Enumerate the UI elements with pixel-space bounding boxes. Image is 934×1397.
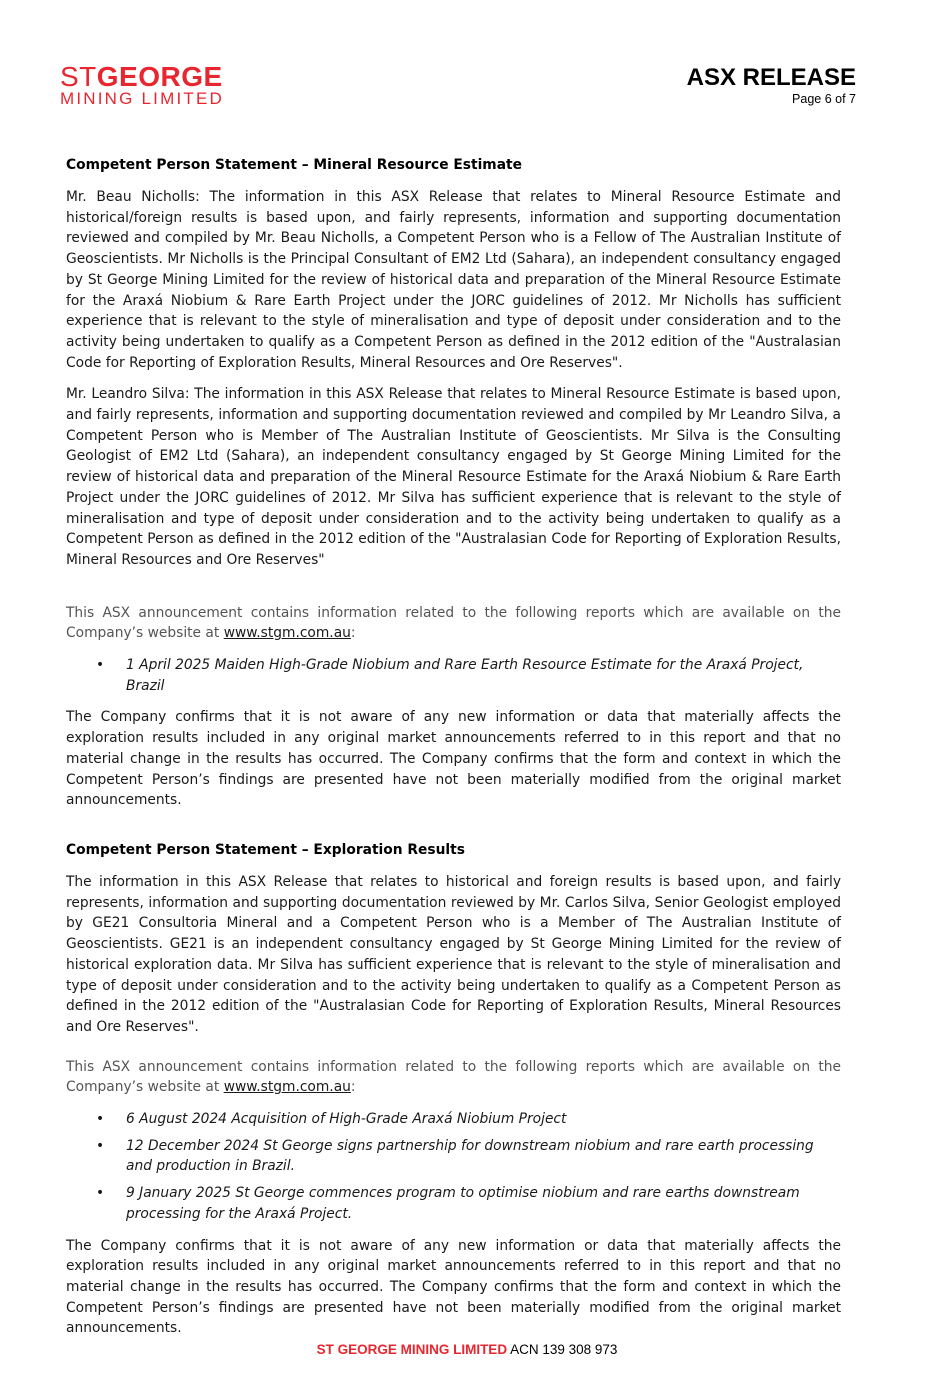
page-footer bbox=[0, 1342, 934, 1357]
report-list bbox=[66, 1109, 841, 1225]
logo-subtitle: MINING LIMITED bbox=[60, 89, 224, 108]
document-body bbox=[66, 155, 841, 1350]
footer-company: ST GEORGE MINING LIMITED bbox=[316, 1342, 508, 1357]
website-link[interactable]: www.stgm.com.au bbox=[223, 625, 351, 642]
list-item: • 1 April 2025 Maiden High-Grade Niobium and Rare Earth Resource Estimate for the Araxá Project, Brazil bbox=[66, 655, 841, 696]
list-item: • 12 December 2024 St George signs partnership for downstream niobium and rare earth processing and production in Brazil. bbox=[66, 1136, 841, 1177]
reports-intro-text: This ASX announcement contains information related to the following reports which are available on the Company’s website at bbox=[66, 604, 841, 642]
reports-intro-text: This ASX announcement contains information related to the following reports which are available on the Company’s website at bbox=[66, 1058, 841, 1096]
release-header bbox=[687, 64, 856, 106]
logo-george: GEORGE bbox=[96, 61, 223, 92]
section-heading-resource: Competent Person Statement – Mineral Resource Estimate bbox=[66, 157, 522, 173]
reports-intro bbox=[66, 1057, 841, 1098]
list-item: • 9 January 2025 St George commences program to optimise niobium and rare earths downstream processing for the Araxá Project. bbox=[66, 1183, 841, 1224]
paragraph-carlos-silva: The information in this ASX Release that relates to historical and foreign results is based upon, and fairly represents, information and supporting documentation reviewed by Mr. Carlos Silva, Senior Geologist employed by GE21 Consultoria Mineral and a Competent Person who is a Member of The Australian Institute of Geoscientists. GE21 is an independent consultancy engaged by St George Mining Limited for the review of historical exploration data. Mr Silva has sufficient experience that is relevant to the style of mineralisation and type of deposit under consideration and to the activity being undertaken to qualify as a Competent Person as defined in the 2012 edition of the "Australasian Code for Reporting of Exploration Results, Mineral Resources and Ore Reserves". bbox=[66, 873, 841, 1035]
reports-intro-colon: : bbox=[350, 625, 356, 642]
report-list bbox=[66, 655, 841, 696]
section-heading-exploration: Competent Person Statement – Exploration Results bbox=[66, 841, 465, 858]
paragraph-leandro-silva: Mr. Leandro Silva: The information in this ASX Release that relates to Mineral Resource Estimate is based upon, and fairly represents, information and supporting documentation reviewed and compiled by Mr Leandro Silva, a Competent Person who is Member of The Australian Institute of Geoscientists. Mr Silva is the Consulting Geologist of EM2 Ltd (Sahara), an independent consultancy engaged by St George Mining Limited for the review of historical data and preparation of the Mineral Resource Estimate for the Araxá Niobium & Rare Earth Project under the JORC guidelines of 2012. Mr Silva has sufficient experience that is relevant to the style of mineralisation and type of deposit under consideration and to the activity being undertaken to qualify as a Competent Person as defined in the 2012 edition of the "Australasian Code for Reporting of Exploration Results, Mineral Resources and Ore Reserves" bbox=[66, 386, 841, 568]
list-item: • 6 August 2024 Acquisition of High-Grade Araxá Niobium Project bbox=[66, 1109, 841, 1130]
website-link[interactable]: www.stgm.com.au bbox=[223, 1079, 351, 1096]
company-logo bbox=[60, 61, 224, 108]
logo-st: ST bbox=[60, 61, 97, 92]
release-title: ASX RELEASE bbox=[686, 64, 856, 91]
confirmation-paragraph: The Company confirms that it is not aware of any new information or data that materially affects the exploration results included in any original market announcements referred to in this report and that no material change in the results has occurred. The Company confirms that the form and context in which the Competent Person’s findings are presented have not been materially modified from the original market announcements. bbox=[66, 709, 841, 809]
reports-intro-colon: : bbox=[350, 1079, 356, 1096]
page-number: Page 6 of 7 bbox=[792, 92, 856, 106]
reports-intro bbox=[66, 603, 841, 644]
confirmation-paragraph: The Company confirms that it is not aware of any new information or data that materially affects the exploration results included in any original market announcements referred to in this report and that no material change in the results has occurred. The Company confirms that the form and context in which the Competent Person’s findings are presented have not been materially modified from the original market announcements. bbox=[66, 1237, 841, 1337]
footer-acn: ACN 139 308 973 bbox=[507, 1342, 618, 1357]
logo-wordmark bbox=[60, 61, 224, 92]
paragraph-nicholls: Mr. Beau Nicholls: The information in this ASX Release that relates to Mineral Resource Estimate and historical/foreign results is based upon, and fairly represents, information and supporting documentation reviewed and compiled by Mr. Beau Nicholls, a Competent Person who is a Fellow of The Australian Institute of Geoscientists. Mr Nicholls is the Principal Consultant of EM2 Ltd (Sahara), an independent consultancy engaged by St George Mining Limited for the review of historical data and preparation of the Mineral Resource Estimate for the Araxá Niobium & Rare Earth Project under the JORC guidelines of 2012. Mr Nicholls has sufficient experience that is relevant to the style of mineralisation and type of deposit under consideration and to the activity being undertaken to qualify as a Competent Person as defined in the 2012 edition of the "Australasian Code for Reporting of Exploration Results, Mineral Resources and Ore Reserves". bbox=[66, 189, 841, 371]
